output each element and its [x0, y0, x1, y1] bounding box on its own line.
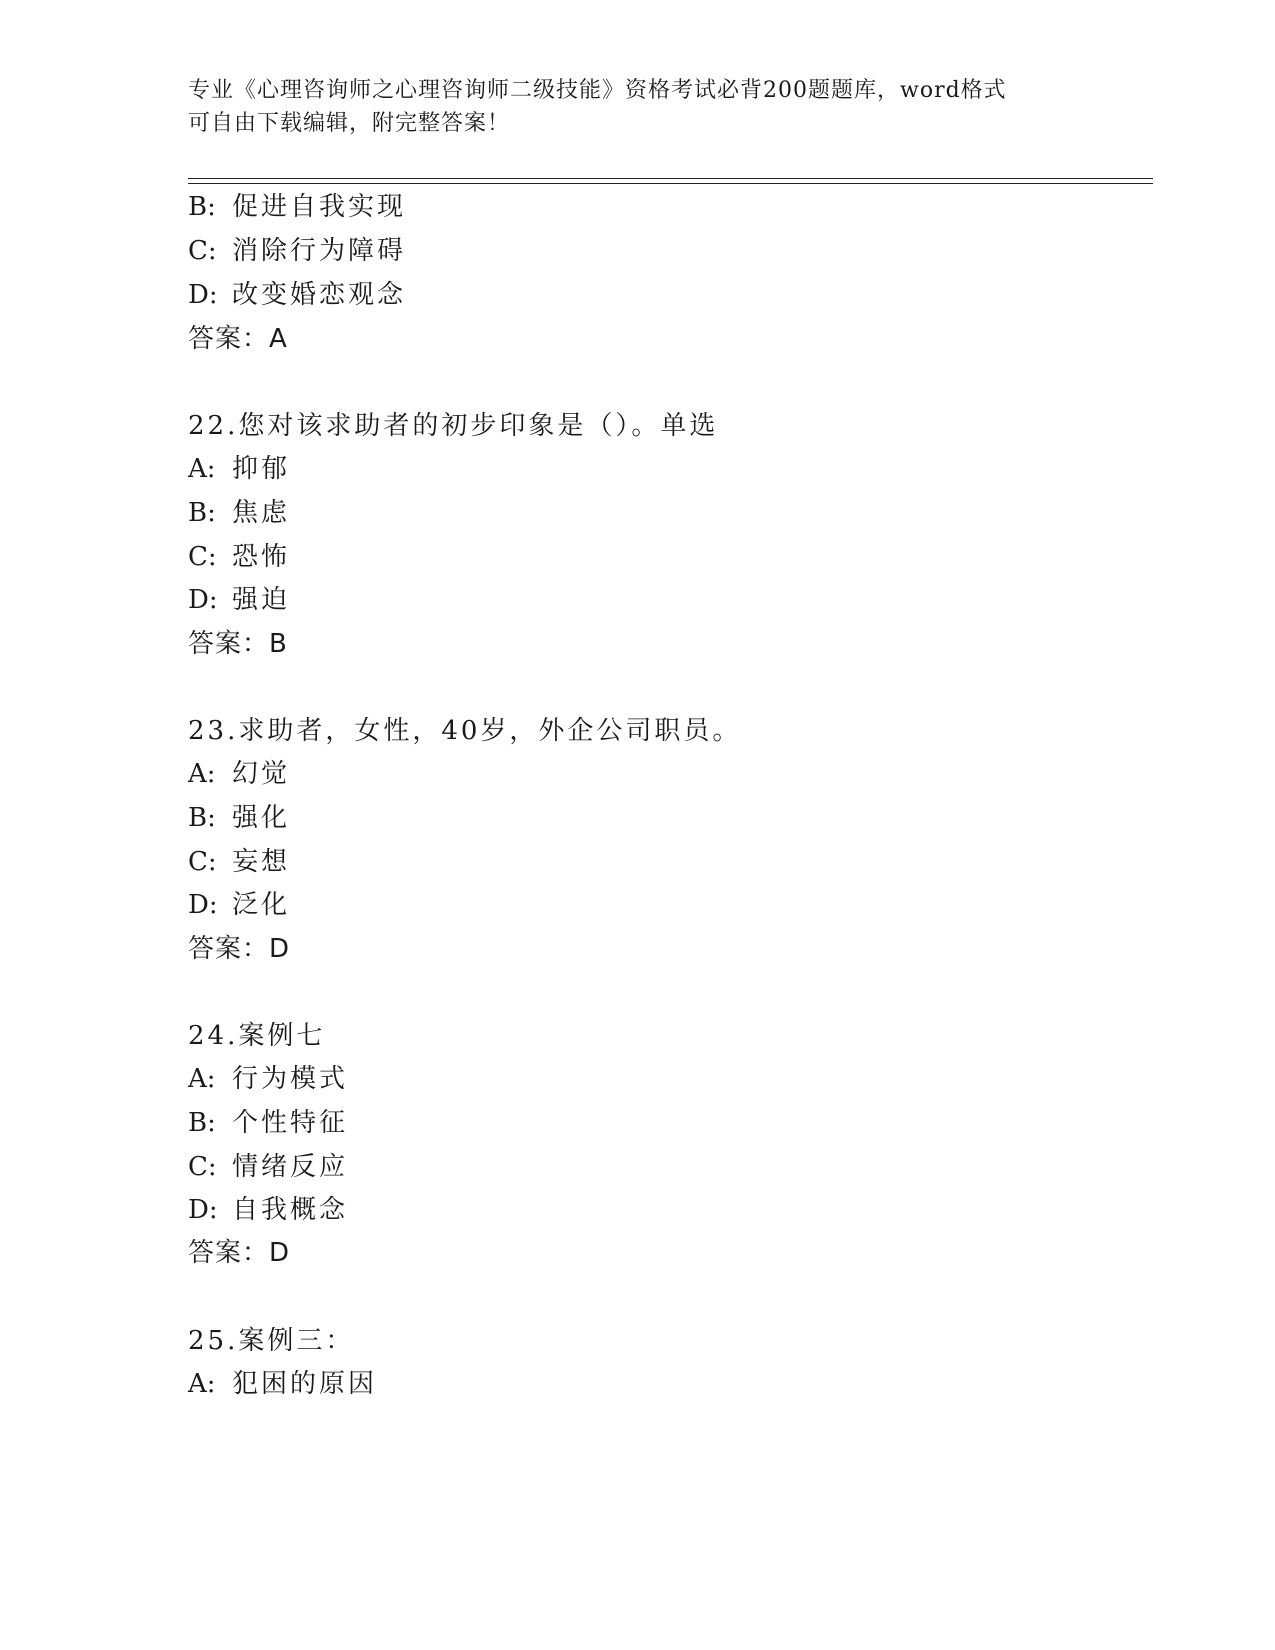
option-c: C: 妄想 [188, 847, 291, 877]
option-d: D: 改变婚恋观念 [188, 280, 407, 310]
option-a: A: 幻觉 [188, 759, 291, 789]
answer-line: 答案：D [188, 1238, 291, 1268]
option-c: C: 情绪反应 [188, 1152, 349, 1182]
header-line-2: 可自由下载编辑，附完整答案！ [188, 111, 511, 136]
option-b: B: 强化 [188, 803, 291, 833]
document-header [188, 74, 1088, 140]
option-d: D: 强迫 [188, 585, 291, 615]
option-b: B: 个性特征 [188, 1108, 349, 1138]
question-stem: 22.您对该求助者的初步印象是（）。单选 [188, 411, 719, 441]
answer-line: 答案：B [188, 629, 288, 659]
option-b: B: 焦虑 [188, 498, 291, 528]
option-a: A: 抑郁 [188, 454, 291, 484]
question-stem: 23.求助者，女性，40岁，外企公司职员。 [188, 716, 742, 746]
answer-line: 答案：A [188, 324, 288, 354]
option-b: B: 促进自我实现 [188, 192, 407, 222]
question-stem: 24.案例七 [188, 1021, 326, 1051]
option-d: D: 泛化 [188, 890, 291, 920]
option-a: A: 犯困的原因 [188, 1369, 378, 1399]
header-divider-top [188, 178, 1153, 179]
option-c: C: 恐怖 [188, 542, 291, 572]
option-a: A: 行为模式 [188, 1064, 349, 1094]
question-stem: 25.案例三： [188, 1326, 355, 1356]
header-divider-bottom [188, 183, 1153, 184]
header-line-1: 专业《心理咨询师之心理咨询师二级技能》资格考试必背200题题库，word格式 [188, 78, 1007, 103]
option-d: D: 自我概念 [188, 1195, 349, 1225]
option-c: C: 消除行为障碍 [188, 236, 407, 266]
answer-line: 答案：D [188, 934, 291, 964]
